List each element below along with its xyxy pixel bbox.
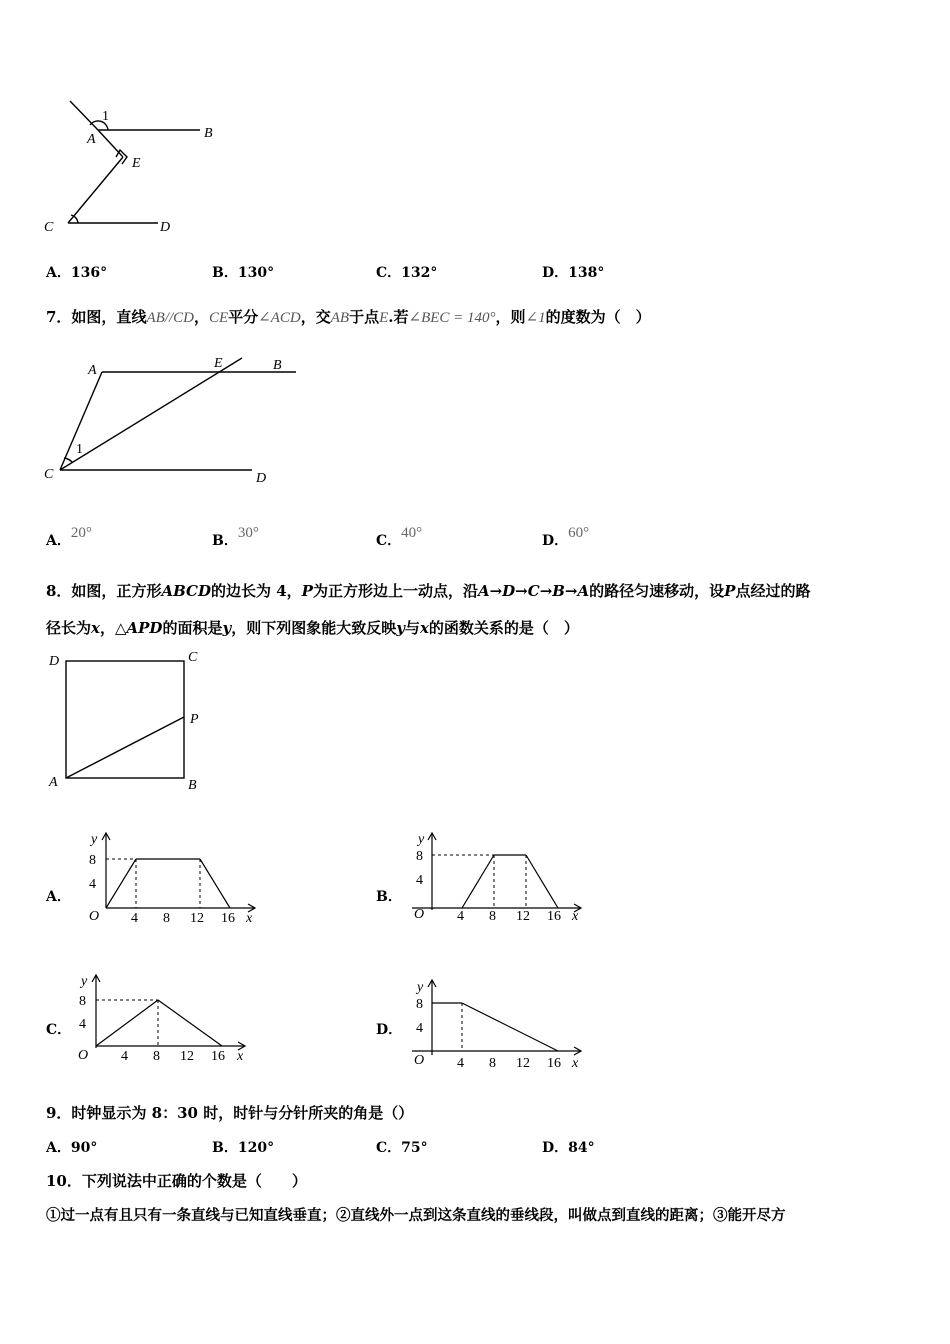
square-label-p: P xyxy=(190,712,199,727)
fig7-label-a: A xyxy=(88,363,97,378)
svg-text:8: 8 xyxy=(416,849,423,864)
svg-text:16: 16 xyxy=(547,1056,561,1071)
square-label-b: B xyxy=(188,778,197,793)
svg-text:12: 12 xyxy=(190,911,204,926)
svg-text:4: 4 xyxy=(416,873,423,888)
svg-text:12: 12 xyxy=(180,1049,194,1064)
q8-question-line1: 8．如图，正方形ABCD的边长为 4，P为正方形边上一动点，沿A→D→C→B→A的路径匀速移动，设P点经过的路 xyxy=(46,582,811,600)
graph-b xyxy=(408,828,593,928)
fig6-label-1: 1 xyxy=(102,109,109,124)
fig7-label-e: E xyxy=(214,356,223,371)
svg-text:16: 16 xyxy=(547,909,561,924)
svg-text:8: 8 xyxy=(416,997,423,1012)
q10-statements: ①过一点有且只有一条直线与已知直线垂直；②直线外一点到这条直线的垂线段，叫做点到直线的距离；③能开尽方 xyxy=(46,1207,786,1224)
svg-text:8: 8 xyxy=(489,1056,496,1071)
q9-option-b: B．120° xyxy=(212,1140,275,1156)
square-label-c: C xyxy=(188,650,198,665)
fig7-label-c: C xyxy=(44,467,54,482)
svg-text:8: 8 xyxy=(89,853,96,868)
svg-text:4: 4 xyxy=(457,1056,464,1071)
q7-option-b: B．30° xyxy=(212,525,259,549)
fig7-label-1: 1 xyxy=(76,442,83,457)
q7-question: 7．如图，直线AB//CD，CE平分∠ACD，交AB于点E.若∠BEC = 140°，则∠1的度数为（ ） xyxy=(46,308,651,326)
q9-option-c: C．75° xyxy=(376,1140,428,1156)
fig6-label-d: D xyxy=(160,220,171,235)
svg-text:8: 8 xyxy=(163,911,170,926)
svg-text:y: y xyxy=(418,832,425,847)
svg-text:8: 8 xyxy=(489,909,496,924)
q6-option-c: C．132° xyxy=(376,265,438,281)
q8-option-b: B． xyxy=(376,889,402,905)
svg-text:x: x xyxy=(572,909,579,924)
svg-text:12: 12 xyxy=(516,1056,530,1071)
fig6-label-b: B xyxy=(204,126,213,141)
svg-text:y: y xyxy=(81,974,88,989)
fig6-label-a: A xyxy=(87,132,96,147)
q6-figure xyxy=(40,95,240,240)
q8-option-d: D． xyxy=(376,1022,403,1038)
svg-text:4: 4 xyxy=(416,1021,423,1036)
svg-text:x: x xyxy=(237,1049,244,1064)
svg-text:O: O xyxy=(89,909,100,924)
fig7-label-d: D xyxy=(256,471,267,486)
q7-option-a: A．20° xyxy=(46,525,92,549)
svg-text:4: 4 xyxy=(121,1049,128,1064)
q6-option-a: A．136° xyxy=(46,265,108,281)
q6-option-d: D．138° xyxy=(542,265,605,281)
svg-text:4: 4 xyxy=(89,877,96,892)
q10-question: 10．下列说法中正确的个数是（ ） xyxy=(46,1172,307,1190)
fig6-label-c: C xyxy=(44,220,54,235)
svg-text:16: 16 xyxy=(211,1049,225,1064)
q8-option-a: A． xyxy=(46,889,71,905)
graph-c xyxy=(72,970,257,1070)
svg-text:y: y xyxy=(417,980,424,995)
q8-square-figure xyxy=(40,645,220,795)
q9-question: 9．时钟显示为 8：30 时，时针与分针所夹的角是（） xyxy=(46,1104,414,1122)
svg-text:8: 8 xyxy=(153,1049,160,1064)
svg-text:16: 16 xyxy=(221,911,235,926)
q7-option-c: C．40° xyxy=(376,525,423,549)
fig6-label-e: E xyxy=(132,156,141,171)
svg-text:x: x xyxy=(572,1056,579,1071)
svg-text:y: y xyxy=(91,832,98,847)
svg-text:x: x xyxy=(246,911,253,926)
square-label-a: A xyxy=(49,775,58,790)
q9-option-d: D．84° xyxy=(542,1140,595,1156)
q9-option-a: A．90° xyxy=(46,1140,98,1156)
graph-a xyxy=(78,828,263,928)
svg-text:O: O xyxy=(78,1048,89,1063)
graph-d xyxy=(408,975,593,1075)
q8-option-c: C． xyxy=(46,1022,72,1038)
svg-text:4: 4 xyxy=(131,911,138,926)
svg-text:12: 12 xyxy=(516,909,530,924)
q7-figure xyxy=(38,350,303,490)
svg-text:4: 4 xyxy=(79,1017,86,1032)
fig7-label-b: B xyxy=(273,358,282,373)
q6-option-b: B．130° xyxy=(212,265,275,281)
svg-text:4: 4 xyxy=(457,909,464,924)
svg-text:8: 8 xyxy=(79,994,86,1009)
q7-option-d: D．60° xyxy=(542,525,590,549)
svg-text:O: O xyxy=(414,1053,425,1068)
q8-question-line2: 径长为x，△APD的面积是y，则下列图象能大致反映y与x的函数关系的是（ ） xyxy=(46,619,579,637)
square-label-d: D xyxy=(49,654,60,669)
svg-text:O: O xyxy=(414,907,425,922)
